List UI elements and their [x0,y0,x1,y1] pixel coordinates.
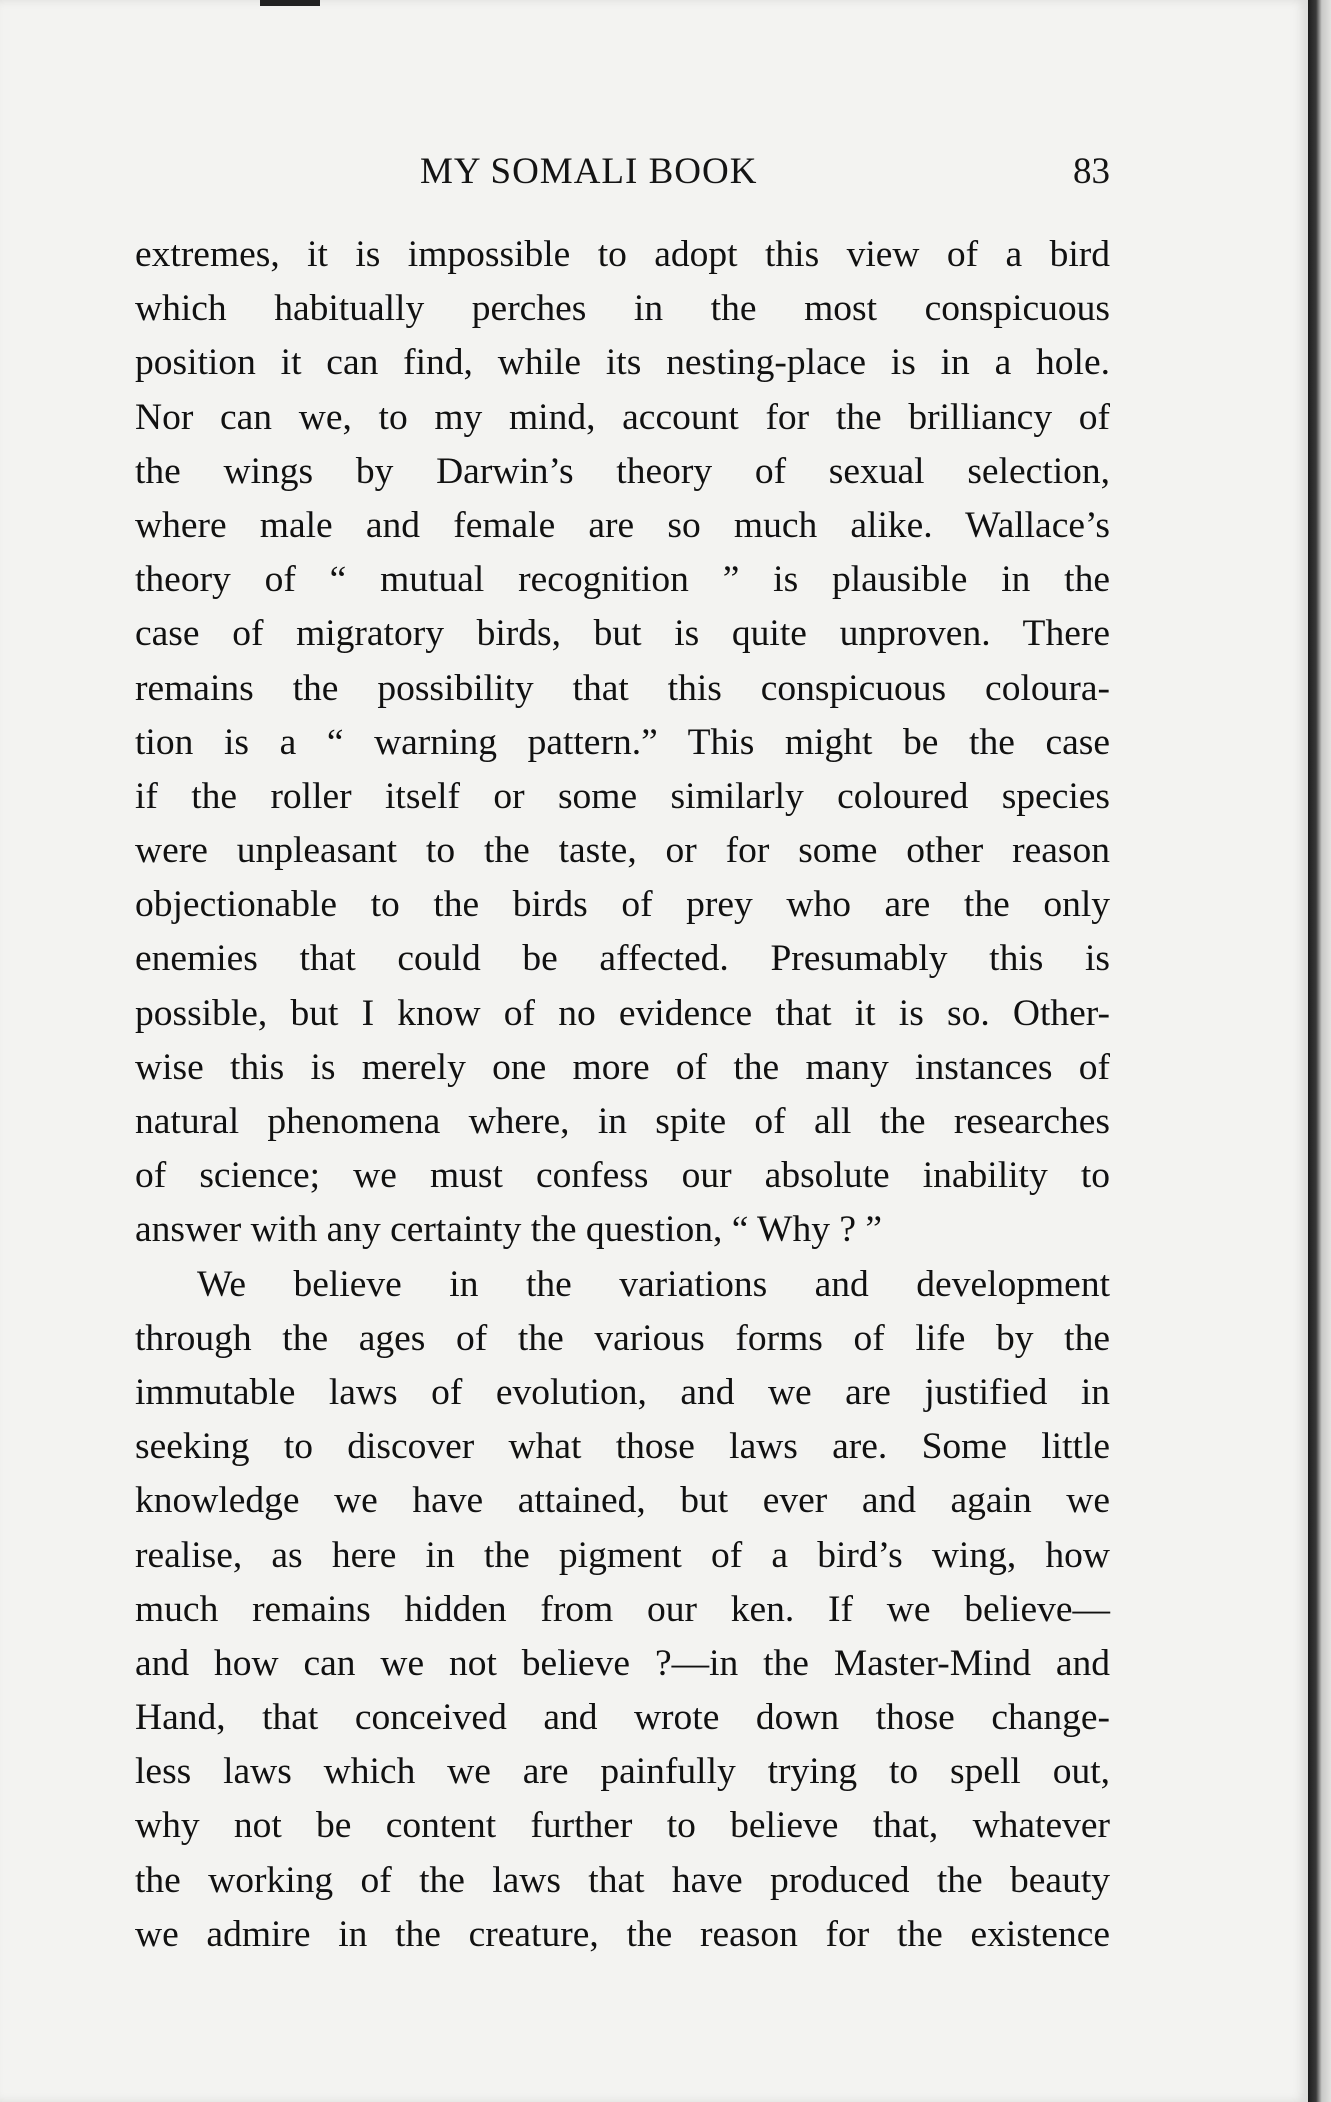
text-line: much remains hidden from our ken. If we believe— [135,1588,1110,1630]
text-line: seeking to discover what those laws are. Some little [135,1426,1110,1468]
paragraph-2 [135,1258,1110,1962]
text-line: realise, as here in the pigment of a bird’s wing, how [135,1534,1110,1576]
text-line: theory of “ mutual recognition ” is plausible in the [135,559,1110,601]
text-line: answer with any certainty the question, “ Why ? ” [135,1209,882,1251]
text-line: knowledge we have attained, but ever and again we [135,1480,1110,1522]
text-line: case of migratory birds, but is quite unproven. There [135,613,1110,655]
page-edge-shadow [1308,0,1331,2102]
text-line: through the ages of the various forms of life by the [135,1317,1110,1359]
text-line: less laws which we are painfully trying to spell out, [135,1751,1110,1793]
text-line: we admire in the creature, the reason for the existence [135,1913,1110,1955]
scan-mark [260,0,320,6]
text-line: Hand, that conceived and wrote down those change- [135,1697,1110,1739]
text-line: immutable laws of evolution, and we are justified in [135,1371,1110,1413]
text-line: of science; we must confess our absolute inability to [135,1155,1110,1197]
text-line: enemies that could be affected. Presumably this is [135,938,1110,980]
text-line: position it can find, while its nesting-place is in a hole. [135,342,1110,384]
page-header [135,150,1110,210]
text-line: wise this is merely one more of the many instances of [135,1046,1110,1088]
text-line: natural phenomena where, in spite of all the researches [135,1101,1110,1142]
text-line: We believe in the variations and development [197,1263,1110,1305]
running-title: MY SOMALI BOOK [420,151,758,192]
text-line: Nor can we, to my mind, account for the brilliancy of [135,396,1110,438]
text-line: the wings by Darwin’s theory of sexual selection, [135,450,1110,492]
text-line: possible, but I know of no evidence that it is so. Other- [135,992,1110,1034]
text-line: extremes, it is impossible to adopt this view of a bird [135,234,1110,275]
text-line: were unpleasant to the taste, or for some other reason [135,830,1110,872]
text-line: if the roller itself or some similarly coloured species [135,775,1110,817]
text-line: which habitually perches in the most conspicuous [135,288,1110,330]
text-line: objectionable to the birds of prey who are the only [135,884,1110,926]
text-line: tion is a “ warning pattern.” This might be the case [135,721,1110,763]
page-number: 83 [1073,151,1110,192]
text-line: where male and female are so much alike. Wallace’s [135,504,1110,546]
paragraph-1 [135,228,1110,1258]
text-line: remains the possibility that this conspicuous coloura- [135,667,1110,709]
text-line: the working of the laws that have produced the beauty [135,1859,1110,1901]
text-line: why not be content further to believe that, whatever [135,1805,1110,1847]
text-line: and how can we not believe ?—in the Master-Mind and [135,1642,1110,1684]
body-text [135,228,1110,1962]
